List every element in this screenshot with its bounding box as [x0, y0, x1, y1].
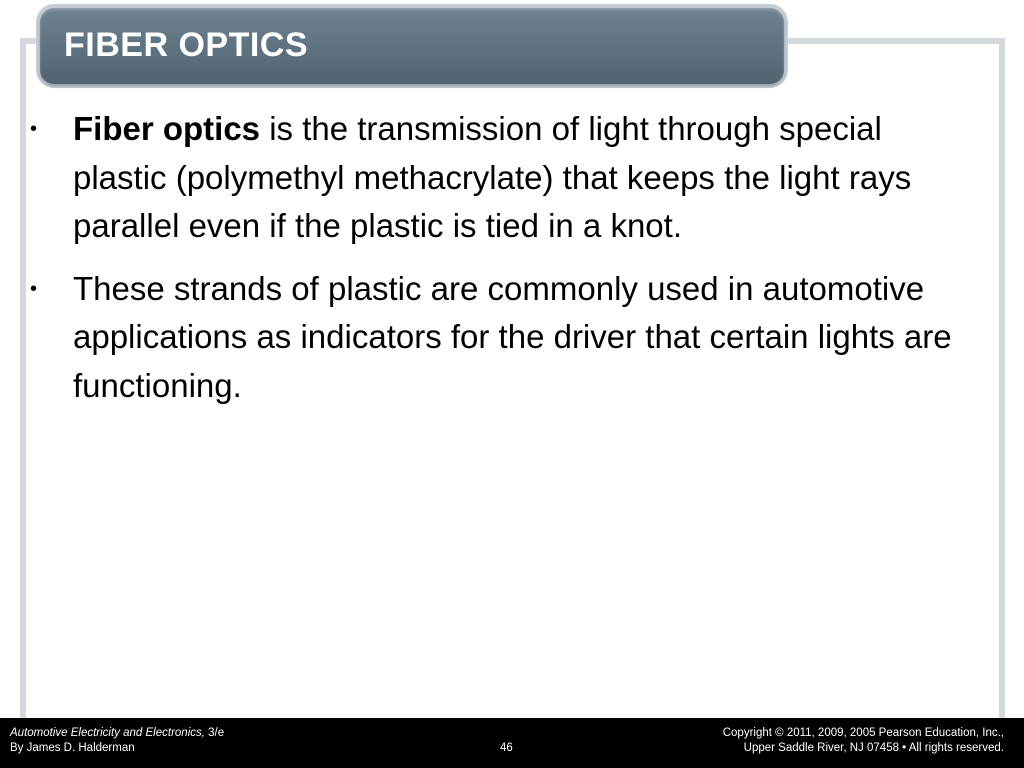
slide-content	[30, 105, 980, 424]
book-edition: 3/e	[204, 727, 225, 739]
title-bar	[36, 4, 788, 88]
copyright-line-2: Upper Saddle River, NJ 07458 • All rights reserved.	[743, 742, 1004, 754]
footer-copyright	[723, 726, 1004, 756]
bullet-item-2	[30, 265, 980, 411]
book-title: Automotive Electricity and Electronics,	[10, 727, 205, 739]
footer-book-info	[10, 726, 224, 756]
book-author: By James D. Halderman	[10, 742, 135, 754]
bullet-text: These strands of plastic are commonly used in automotive applications as indicators for the driver that certain lights are functioning.	[73, 269, 952, 404]
title-bar-inner	[40, 8, 784, 84]
bullet-dot: •	[30, 118, 38, 140]
bullet-text: is the transmission of light through special plastic (polymethyl methacrylate) that keeps the light rays parallel even if the plastic is tied in a knot.	[73, 110, 912, 244]
slide-title: FIBER OPTICS	[64, 26, 309, 64]
copyright-line-1: Copyright © 2011, 2009, 2005 Pearson Education, Inc.,	[722, 727, 1004, 739]
footer-bar	[0, 718, 1024, 768]
bullet-term: Fiber optics	[73, 110, 261, 147]
bullet-item-1	[30, 105, 980, 251]
page-number: 46	[500, 742, 513, 754]
bullet-dot: •	[30, 277, 38, 300]
